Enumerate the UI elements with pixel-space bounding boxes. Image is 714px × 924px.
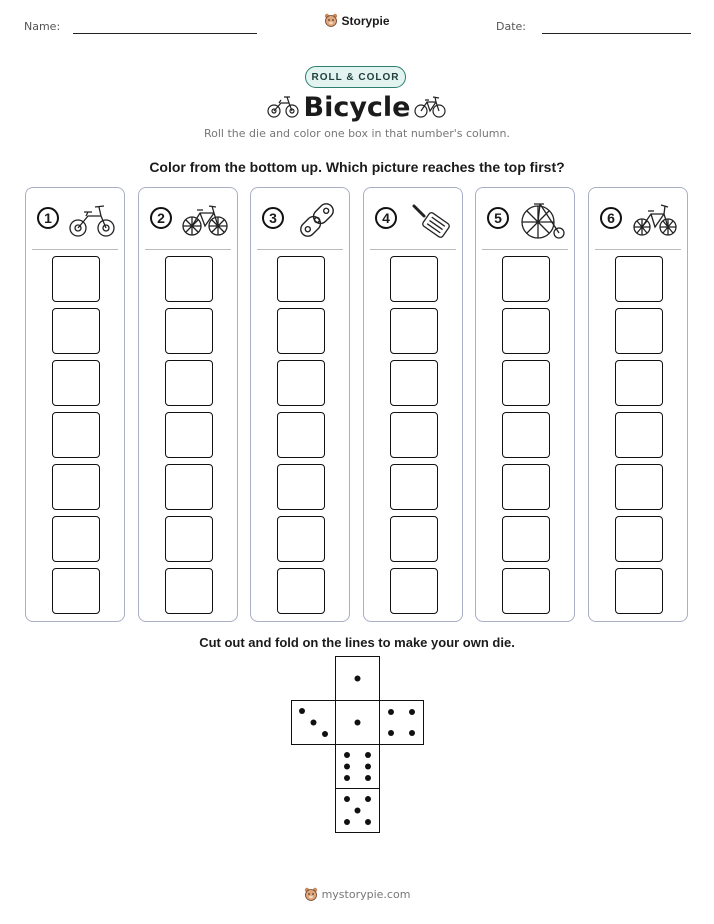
die-face-1 <box>335 656 380 701</box>
column-divider <box>257 249 343 250</box>
color-box[interactable] <box>615 516 663 562</box>
color-box[interactable] <box>52 256 100 302</box>
color-box[interactable] <box>52 412 100 458</box>
column-5 <box>475 187 575 622</box>
color-box[interactable] <box>502 568 550 614</box>
bicycle-icon <box>181 200 229 240</box>
color-box[interactable] <box>52 516 100 562</box>
column-number: 5 <box>487 207 509 229</box>
color-box[interactable] <box>502 308 550 354</box>
color-box[interactable] <box>52 360 100 406</box>
column-divider <box>370 249 456 250</box>
subtitle: Roll the die and color one box in that number's column. <box>204 127 510 140</box>
color-box[interactable] <box>615 256 663 302</box>
footer <box>0 887 714 905</box>
kids-bike-icon <box>631 200 679 240</box>
bike-pedal-icon <box>406 200 454 240</box>
color-box[interactable] <box>390 464 438 510</box>
column-number: 4 <box>375 207 397 229</box>
storypie-logo-icon <box>304 887 318 902</box>
column-number: 1 <box>37 207 59 229</box>
column-divider <box>32 249 118 250</box>
column-number: 6 <box>600 207 622 229</box>
color-box[interactable] <box>52 464 100 510</box>
color-box[interactable] <box>277 256 325 302</box>
column-divider <box>145 249 231 250</box>
balance-bike-icon <box>68 200 116 240</box>
pips <box>336 657 379 700</box>
column-number: 3 <box>262 207 284 229</box>
column-4 <box>363 187 463 622</box>
color-box[interactable] <box>502 360 550 406</box>
color-box[interactable] <box>390 412 438 458</box>
pips <box>380 701 423 744</box>
page-title: Bicycle <box>303 92 411 123</box>
brand-header <box>0 13 714 31</box>
pips <box>336 789 379 832</box>
color-box[interactable] <box>277 464 325 510</box>
column-6 <box>588 187 688 622</box>
die-face-3 <box>291 700 336 745</box>
color-box[interactable] <box>165 516 213 562</box>
column-number: 2 <box>150 207 172 229</box>
column-2 <box>138 187 238 622</box>
color-box[interactable] <box>165 256 213 302</box>
color-box[interactable] <box>165 464 213 510</box>
color-box[interactable] <box>390 308 438 354</box>
color-box[interactable] <box>165 412 213 458</box>
footer-url[interactable]: mystorypie.com <box>321 888 411 901</box>
name-line[interactable] <box>73 33 257 34</box>
die-face-4 <box>379 700 424 745</box>
pips <box>336 701 379 744</box>
pips <box>292 701 335 744</box>
color-box[interactable] <box>390 360 438 406</box>
instruction: Color from the bottom up. Which picture reaches the top first? <box>149 159 565 175</box>
color-box[interactable] <box>165 360 213 406</box>
color-box[interactable] <box>615 464 663 510</box>
color-box[interactable] <box>277 412 325 458</box>
die-face-6 <box>335 744 380 789</box>
storypie-logo-icon <box>324 13 338 28</box>
color-box[interactable] <box>390 256 438 302</box>
column-divider <box>482 249 568 250</box>
color-box[interactable] <box>390 568 438 614</box>
color-box[interactable] <box>165 308 213 354</box>
color-box[interactable] <box>277 568 325 614</box>
color-box[interactable] <box>277 516 325 562</box>
brand-name: Storypie <box>341 13 390 28</box>
color-box[interactable] <box>502 256 550 302</box>
color-box[interactable] <box>390 516 438 562</box>
penny-farthing-icon <box>518 200 566 240</box>
name-label: Name: <box>24 20 61 33</box>
color-box[interactable] <box>165 568 213 614</box>
color-box[interactable] <box>52 568 100 614</box>
bicycle-icon <box>414 93 446 119</box>
color-box[interactable] <box>277 308 325 354</box>
bike-chain-icon <box>293 200 341 240</box>
die-instruction: Cut out and fold on the lines to make your own die. <box>199 635 515 650</box>
date-line[interactable] <box>542 33 691 34</box>
column-divider <box>595 249 681 250</box>
die-face-1-center <box>335 700 380 745</box>
color-box[interactable] <box>502 516 550 562</box>
color-box[interactable] <box>615 568 663 614</box>
color-box[interactable] <box>502 412 550 458</box>
die-face-5 <box>335 788 380 833</box>
color-box[interactable] <box>615 360 663 406</box>
column-1 <box>25 187 125 622</box>
date-label: Date: <box>496 20 526 33</box>
roll-color-badge: ROLL & COLOR <box>305 66 406 88</box>
color-box[interactable] <box>502 464 550 510</box>
color-box[interactable] <box>615 412 663 458</box>
column-3 <box>250 187 350 622</box>
color-box[interactable] <box>277 360 325 406</box>
color-box[interactable] <box>615 308 663 354</box>
color-box[interactable] <box>52 308 100 354</box>
pips <box>336 745 379 788</box>
